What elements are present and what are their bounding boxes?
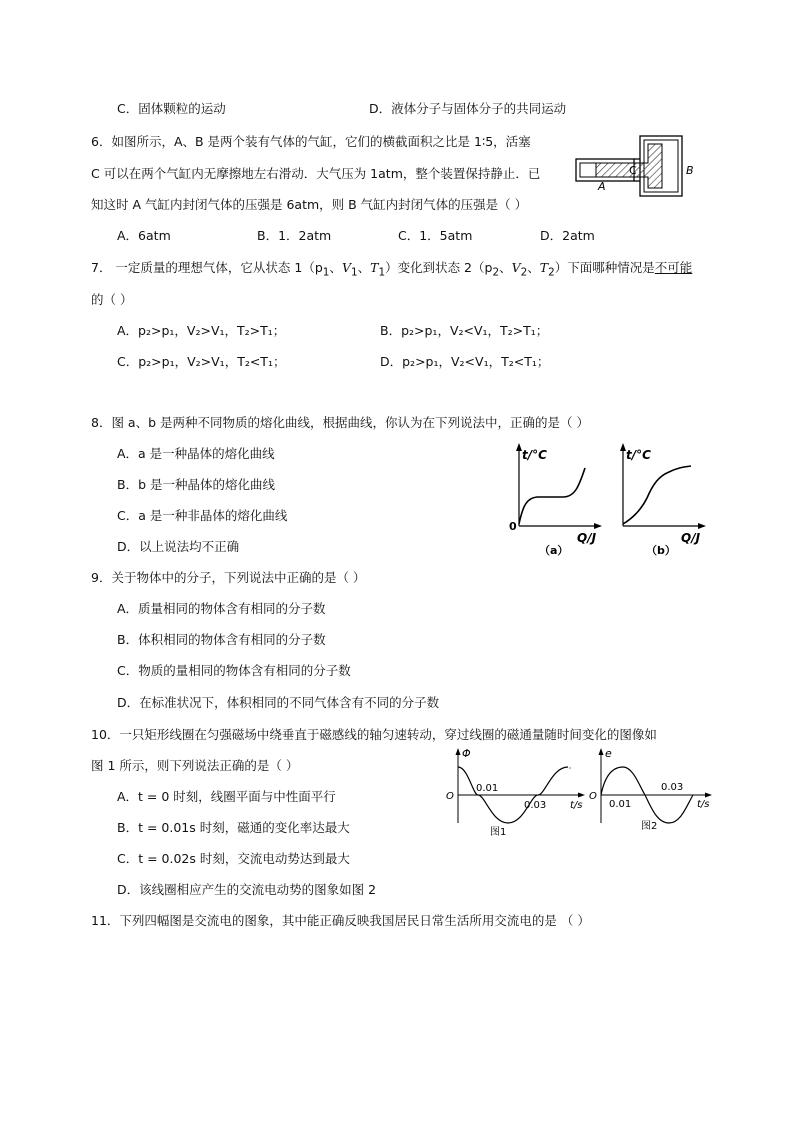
q10-stem-line2: 图 1 所示，则下列说法正确的是（ ）	[91, 758, 299, 773]
q7-stem-line2: 的（ ）	[91, 292, 133, 307]
origin-a: 0	[509, 520, 517, 533]
q7-stem-line1: 7． 一定质量的理想气体，它从状态 $1(p_1$、$V_1$、$T_1$）变化到状态 $2(p_2$、$V_2$、$T_2$）下面哪种情况是不可能	[91, 260, 693, 279]
q10-option-b: B．t = 0.01s 时刻，磁通的变化率达最大	[117, 820, 350, 835]
q9-option-c: C．物质的量相同的物体含有相同的分子数	[117, 663, 351, 678]
curve-a	[519, 468, 585, 524]
q10-option-a: A．t = 0 时刻，线圈平面与中性面平行	[117, 789, 336, 804]
axis-label-t-fig2: t/s	[697, 799, 710, 810]
emf-graph-fig2	[585, 745, 715, 840]
q8-option-d: D．以上说法均不正确	[117, 539, 240, 554]
q8-stem: 8．图 a、b 是两种不同物质的熔化曲线，根据曲线，你认为在下列说法中，正确的是（ ）	[91, 415, 589, 430]
flux-graph-fig1	[440, 745, 590, 840]
q8-option-a: A．a 是一种晶体的熔化曲线	[117, 446, 275, 461]
caption-a: （a）	[539, 544, 569, 557]
axis-label-e: e	[605, 747, 612, 760]
axis-label-q-a: Q/J	[577, 531, 597, 545]
q10-option-d: D．该线圈相应产生的交流电动势的图象如图 2	[117, 882, 377, 897]
q7-option-a: A．p₂>p₁，V₂>V₁，T₂>T₁；	[117, 323, 286, 338]
q9-option-b: B．体积相同的物体含有相同的分子数	[117, 632, 326, 647]
caption-fig1: 图1	[490, 827, 507, 838]
q6-stem-line2: C 可以在两个气缸内无摩擦地左右滑动．大气压为 1atm，整个装置保持静止．已	[91, 166, 541, 181]
q11-stem: 11．下列四幅图是交流电的图象，其中能正确反映我国居民日常生活所用交流电的是 （ ）	[91, 913, 590, 928]
axis-label-t-b: t/°C	[626, 448, 651, 462]
label-c: C	[629, 164, 637, 177]
q8-option-b: B．b 是一种晶体的熔化曲线	[117, 477, 275, 492]
melting-curve-a-graph	[509, 443, 602, 557]
axis-label-t-a: t/°C	[522, 448, 547, 462]
q10-stem-line1: 10．一只矩形线圈在匀强磁场中绕垂直于磁感线的轴匀速转动，穿过线圈的磁通量随时间变化的图像如	[91, 727, 657, 742]
q10-option-c: C．t = 0.02s 时刻，交流电动势达到最大	[117, 851, 350, 866]
q9-option-a: A．质量相同的物体含有相同的分子数	[117, 601, 326, 616]
tick-0.03-fig1: 0.03	[524, 800, 547, 811]
q5-option-d: D．液体分子与固体分子的共同运动	[369, 101, 567, 116]
melting-curves-figure	[505, 440, 710, 560]
q6-stem-line1: 6．如图所示，A、B 是两个装有气体的气缸，它们的横截面积之比是 1∶5，活塞	[91, 134, 531, 149]
caption-b: （b）	[646, 544, 676, 557]
q7-option-c: C．p₂>p₁，V₂>V₁，T₂<T₁；	[117, 354, 286, 369]
q6-option-a: A．6atm	[117, 228, 171, 243]
q9-option-d: D．在标准状况下，体积相同的不同气体含有不同的分子数	[117, 695, 440, 710]
axis-label-t-fig1: t/s	[570, 800, 583, 811]
q8-option-c: C．a 是一种非晶体的熔化曲线	[117, 508, 288, 523]
q7-emphasis: 不可能	[654, 260, 693, 275]
q6-option-c: C．1．5atm	[398, 228, 473, 243]
q5-option-c: C．固体颗粒的运动	[117, 101, 226, 116]
origin-fig2: O	[589, 791, 597, 802]
q6-option-d: D．2atm	[540, 228, 595, 243]
q9-stem: 9．关于物体中的分子，下列说法中正确的是（ ）	[91, 570, 366, 585]
q6-stem-line3: 知这时 A 气缸内封闭气体的压强是 6atm，则 B 气缸内封闭气体的压强是（ ）	[91, 197, 528, 212]
axis-label-q-b: Q/J	[681, 531, 701, 545]
curve-b	[623, 466, 691, 524]
tick-0.03-fig2: 0.03	[661, 782, 684, 793]
caption-fig2: 图2	[641, 821, 658, 832]
tick-0.01-fig1: 0.01	[476, 783, 499, 794]
q6-option-b: B．1．2atm	[257, 228, 332, 243]
origin-fig1: O	[446, 791, 454, 802]
label-b: B	[686, 164, 694, 177]
cylinder-diagram	[570, 130, 700, 202]
q7-option-b: B．p₂>p₁，V₂<V₁，T₂>T₁；	[380, 323, 549, 338]
label-a: A	[598, 180, 606, 193]
q7-option-d: D．p₂>p₁，V₂<V₁，T₂<T₁；	[380, 354, 550, 369]
melting-curve-b-graph	[620, 443, 706, 557]
axis-label-phi: Φ	[462, 747, 471, 760]
tick-0.01-fig2: 0.01	[609, 799, 632, 810]
